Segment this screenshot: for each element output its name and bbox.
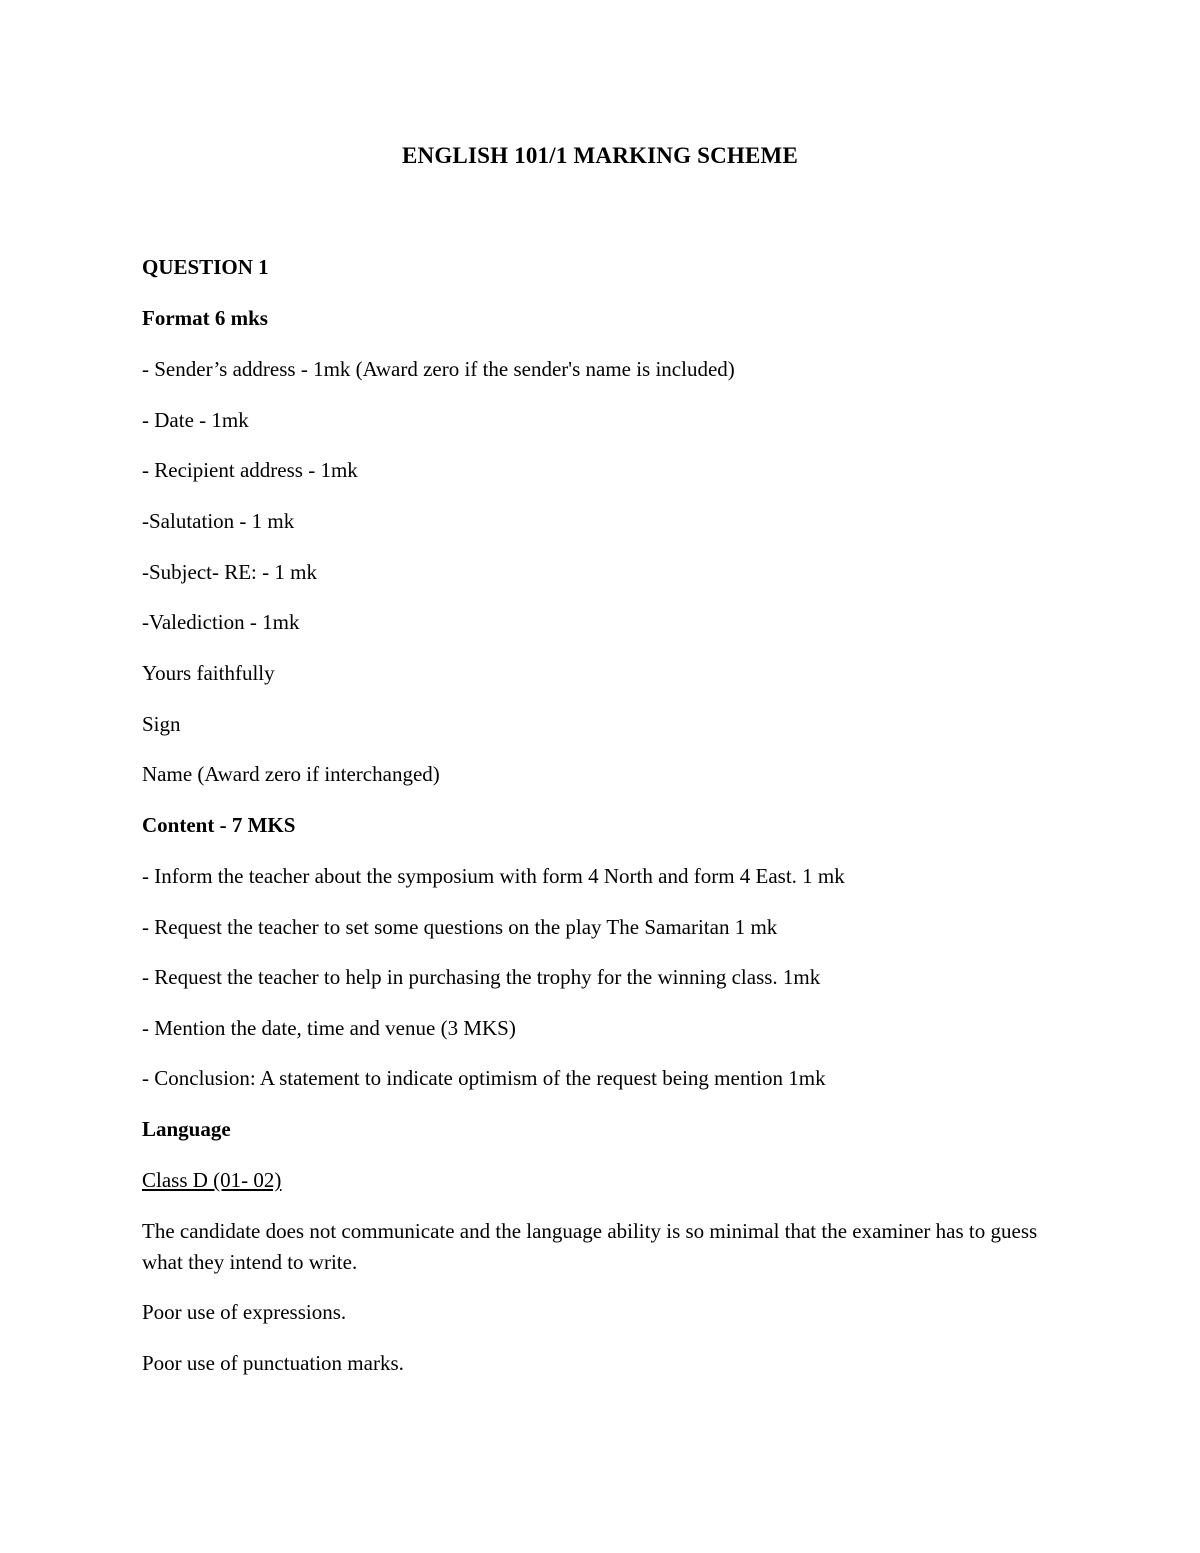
format-item-valediction: -Valediction - 1mk xyxy=(142,610,300,634)
class-d-expressions: Poor use of expressions. xyxy=(142,1300,347,1324)
class-d-label: Class D (01- 02) xyxy=(142,1168,282,1192)
language-heading: Language xyxy=(142,1117,231,1141)
format-item-salutation: -Salutation - 1 mk xyxy=(142,509,295,533)
content-item-conclusion: - Conclusion: A statement to indicate optimism of the request being mention 1mk xyxy=(142,1066,826,1090)
format-heading: Format 6 mks xyxy=(142,306,268,330)
class-d-punctuation: Poor use of punctuation marks. xyxy=(142,1351,404,1375)
content-item-inform-teacher: - Inform the teacher about the symposium with form 4 North and form 4 East. 1 mk xyxy=(142,864,845,888)
format-item-date: - Date - 1mk xyxy=(142,408,249,432)
format-item-name: Name (Award zero if interchanged) xyxy=(142,762,440,786)
content-item-request-trophy: - Request the teacher to help in purchasing the trophy for the winning class. 1mk xyxy=(142,965,821,989)
document-title: ENGLISH 101/1 MARKING SCHEME xyxy=(401,143,798,168)
class-d-description: The candidate does not communicate and the language ability is so minimal that the examiner has to guess what they intend to write. xyxy=(142,1219,1038,1274)
question-heading: QUESTION 1 xyxy=(142,255,269,279)
content-heading: Content - 7 MKS xyxy=(142,813,296,837)
format-item-recipient-address: - Recipient address - 1mk xyxy=(142,458,358,482)
format-item-sign: Sign xyxy=(142,712,181,736)
format-item-senders-address: - Sender’s address - 1mk (Award zero if the sender's name is included) xyxy=(142,357,735,381)
content-item-request-questions: - Request the teacher to set some questions on the play The Samaritan 1 mk xyxy=(142,915,778,939)
format-item-subject: -Subject- RE: - 1 mk xyxy=(142,560,317,584)
format-item-yours-faithfully: Yours faithfully xyxy=(142,661,275,685)
content-item-date-time-venue: - Mention the date, time and venue (3 MKS) xyxy=(142,1016,516,1040)
